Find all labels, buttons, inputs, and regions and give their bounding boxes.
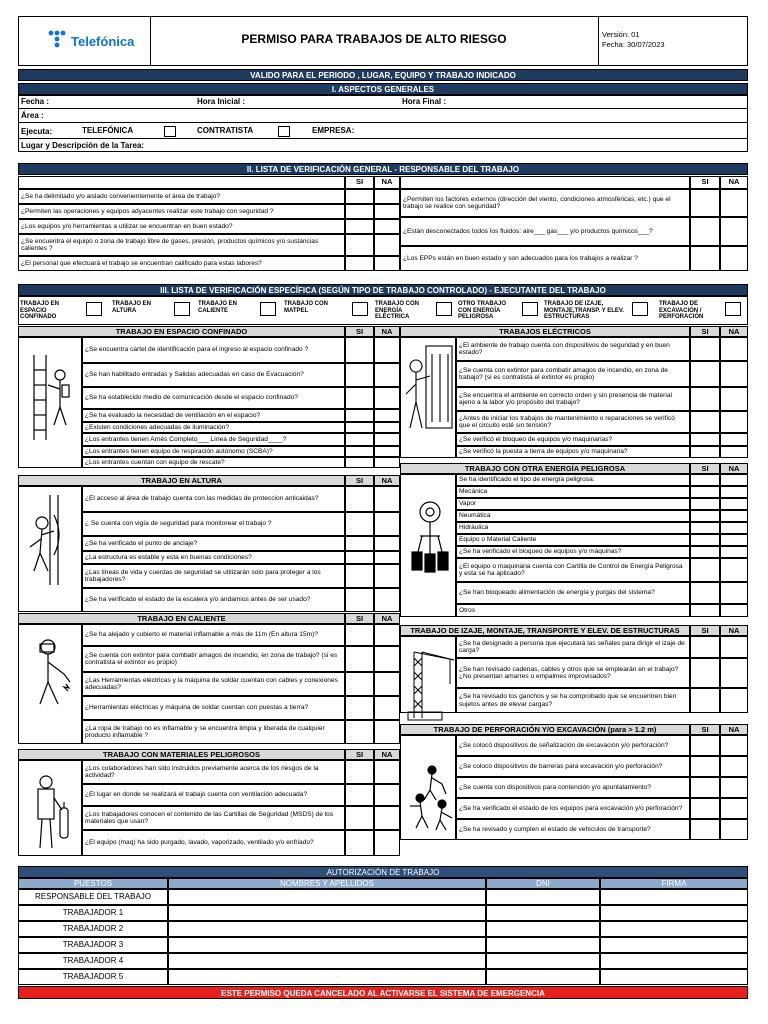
- auth-dni-field[interactable]: [486, 953, 600, 969]
- work-type-checkbox[interactable]: [725, 302, 741, 316]
- checklist-question: ¿Se ha evaluado la necesidad de ventilación en el espacio?: [82, 409, 345, 422]
- checklist-si-cell[interactable]: [345, 696, 374, 720]
- checklist-na-cell[interactable]: [720, 411, 748, 433]
- checklist-question: ¿El equipo o maquinaria cuenta con Cartilla de Control de Energía Peligrosa y esta se ha aplicado?: [456, 558, 690, 582]
- general-na-cell[interactable]: [374, 219, 400, 234]
- checklist-na-cell[interactable]: [720, 819, 748, 840]
- checklist-si-cell[interactable]: [345, 672, 374, 696]
- aspectos-line-2: [18, 122, 748, 123]
- checklist-si-cell[interactable]: [345, 363, 374, 387]
- checklist-na-cell[interactable]: [374, 486, 400, 512]
- autorizacion-title: AUTORIZACIÓN DE TRABAJO: [18, 866, 748, 878]
- checklist-na-cell[interactable]: [374, 512, 400, 536]
- work-type-label: TRABAJO EN ALTURA: [112, 301, 152, 314]
- checklist-si-cell[interactable]: [345, 784, 374, 806]
- checklist-si-cell[interactable]: [345, 551, 374, 564]
- auth-name-field[interactable]: [168, 889, 486, 905]
- lockout-tag-illustration: [406, 496, 454, 586]
- auth-puesto: RESPONSABLE DEL TRABAJO: [18, 889, 168, 905]
- checklist-na-cell[interactable]: [374, 720, 400, 744]
- general-na-cell[interactable]: [720, 189, 748, 217]
- hora-final-label: Hora Final :: [402, 97, 447, 106]
- checklist-si-cell[interactable]: [690, 636, 720, 658]
- auth-dni-field[interactable]: [486, 969, 600, 985]
- checklist-question: ¿Antes de iniciar los trabajos de mantenimiento o reparaciones se verificó que el circuito esté sin tensión?: [456, 411, 690, 433]
- checklist-si-cell[interactable]: [345, 512, 374, 536]
- checklist-question: ¿Se ha alejado y cubierto el material inflamable a más de 11m (En altura 15m)?: [82, 624, 345, 646]
- version-label: Versión: 01: [602, 30, 640, 39]
- checklist-na-cell[interactable]: [374, 457, 400, 468]
- checklist-question: ¿Se ha revisado y cumplen el estado de vehículos de transporte?: [456, 819, 690, 840]
- checklist-si-cell[interactable]: [690, 337, 720, 361]
- logo-text: Telefónica: [71, 34, 135, 49]
- checklist-na-cell[interactable]: [720, 446, 748, 458]
- section-title: TRABAJOS ELÉCTRICOS: [400, 326, 690, 337]
- general-si-cell[interactable]: [345, 189, 374, 204]
- checklist-question: ¿Se verificó el bloqueo de equipos y/o maquinarias?: [456, 433, 690, 446]
- telefonica-option-label: TELEFÓNICA: [82, 126, 134, 135]
- hazmat-worker-illustration: [28, 772, 76, 854]
- checklist-na-cell[interactable]: [720, 498, 748, 510]
- section-title: TRABAJO CON MATERIALES PELIGROSOS: [18, 749, 345, 760]
- checklist-na-cell[interactable]: [374, 551, 400, 564]
- checklist-question: ¿Los entrantes tienen equipo de respiración autónomo (SCBA)?: [82, 446, 345, 457]
- work-type-label: TRABAJO CON MATPEL: [284, 301, 329, 314]
- lugar-label: Lugar y Descripción de la Tarea:: [21, 141, 145, 150]
- checklist-question: ¿El lugar en donde se realizará el trabajo cuenta con ventilación adecuada?: [82, 784, 345, 806]
- checklist-question: ¿Se cuenta con extintor para combatir amagos de incendio, en zona de trabajo? (si es contratista el extintor es propio): [82, 646, 345, 672]
- checklist-na-cell[interactable]: [720, 337, 748, 361]
- auth-puesto: TRABAJADOR 1: [18, 905, 168, 921]
- auth-signature-field[interactable]: [600, 937, 748, 953]
- checklist-na-cell[interactable]: [374, 696, 400, 720]
- checklist-na-cell[interactable]: [374, 646, 400, 672]
- checklist-question: ¿Se ha verificado el bloqueo de equipos y/o máquinas?: [456, 546, 690, 558]
- crane-illustration: [404, 642, 456, 722]
- checklist-na-cell[interactable]: [374, 588, 400, 612]
- checklist-question: ¿ Se cuenta con vigía de seguridad para monitorear el trabajo ?: [82, 512, 345, 536]
- excavation-workers-illustration: [404, 762, 456, 832]
- checklist-na-cell[interactable]: [374, 446, 400, 457]
- section-na-header: NA: [374, 613, 400, 624]
- checklist-question: ¿Los entrantes tienen Arnés Completo___ Línea de Seguridad____?: [82, 433, 345, 446]
- general-si-cell[interactable]: [345, 204, 374, 219]
- checklist-na-cell[interactable]: [720, 558, 748, 582]
- checklist-si-cell[interactable]: [345, 720, 374, 744]
- auth-column-header: NOMBRES Y APELLIDOS: [168, 878, 486, 889]
- section-title: TRABAJO CON OTRA ENERGÍA PELIGROSA: [400, 463, 690, 474]
- section-title: TRABAJO EN ESPACIO CONFINADO: [18, 326, 345, 337]
- checklist-question: ¿El acceso al área de trabajo cuenta con las medidas de proteccion anticaidas?: [82, 486, 345, 512]
- checklist-si-cell[interactable]: [345, 588, 374, 612]
- general-na-header-left: NA: [374, 176, 400, 189]
- checklist-na-cell[interactable]: [720, 546, 748, 558]
- confined-space-worker-illustration: [26, 345, 76, 445]
- checklist-na-cell[interactable]: [720, 798, 748, 819]
- telefonica-checkbox[interactable]: [164, 126, 176, 137]
- auth-name-field[interactable]: [168, 953, 486, 969]
- height-worker-illustration: [24, 495, 76, 585]
- section-title: TRABAJO DE PERFORACIÓN Y/O EXCAVACIÓN (para > 1.2 m): [400, 724, 690, 735]
- section-si-header: SI: [690, 625, 720, 636]
- checklist-si-cell[interactable]: [345, 387, 374, 409]
- checklist-si-cell[interactable]: [345, 830, 374, 856]
- auth-name-field[interactable]: [168, 905, 486, 921]
- checklist-si-cell[interactable]: [690, 688, 720, 713]
- checklist-si-cell[interactable]: [690, 558, 720, 582]
- section-si-header: SI: [345, 749, 374, 760]
- general-na-cell[interactable]: [374, 234, 400, 256]
- section-na-header: NA: [720, 463, 748, 474]
- checklist-si-cell[interactable]: [690, 546, 720, 558]
- checklist-question: ¿Se ha verificado el estado de los equipos para excavación y/o perforación?: [456, 798, 690, 819]
- general-si-cell[interactable]: [345, 219, 374, 234]
- section-si-header: SI: [690, 463, 720, 474]
- checklist-si-cell[interactable]: [345, 457, 374, 468]
- work-type-checkbox[interactable]: [86, 302, 102, 316]
- checklist-si-cell[interactable]: [345, 624, 374, 646]
- empresa-label: EMPRESA:: [312, 126, 355, 135]
- especifica-title: III. LISTA DE VERIFICACIÓN ESPECÍFICA (SEGÚN TIPO DE TRABAJO CONTROLADO) - EJECUTANTE DEL TRABAJO: [18, 284, 748, 296]
- checklist-na-cell[interactable]: [720, 777, 748, 798]
- checklist-si-cell[interactable]: [690, 474, 720, 486]
- auth-dni-field[interactable]: [486, 905, 600, 921]
- checklist-question: ¿Se colocó dispositivos de señalización de excavación y/o perforación?: [456, 735, 690, 756]
- checklist-na-cell[interactable]: [720, 582, 748, 604]
- hora-inicial-label: Hora Inicial :: [197, 97, 246, 106]
- section-si-header: SI: [690, 326, 720, 337]
- general-si-cell[interactable]: [690, 246, 720, 271]
- auth-signature-field[interactable]: [600, 953, 748, 969]
- checklist-na-cell[interactable]: [374, 363, 400, 387]
- checklist-si-cell[interactable]: [690, 756, 720, 777]
- checklist-si-cell[interactable]: [690, 446, 720, 458]
- general-header-right-blank: [400, 176, 690, 189]
- checklist-question: ¿Se han revisado cadenas, cables y otros que se emplearán en el trabajo? ¿No presentan amarres o empalmes improvisados?: [456, 658, 690, 688]
- checklist-si-cell[interactable]: [345, 564, 374, 588]
- work-type-label: TRABAJO CON ENERGÍA ELÉCTRICA: [375, 301, 420, 320]
- checklist-si-cell[interactable]: [690, 387, 720, 411]
- valido-banner: VALIDO PARA EL PERIODO , LUGAR, EQUIPO Y TRABAJO INDICADO: [18, 69, 748, 81]
- checklist-na-cell[interactable]: [720, 361, 748, 387]
- section-na-header: NA: [720, 326, 748, 337]
- checklist-question: ¿Se cuenta con extintor para combatir amagos de incendio, en zona de trabajo? (si es contratista el extintor es propio): [456, 361, 690, 387]
- work-type-checkbox[interactable]: [352, 302, 368, 316]
- auth-puesto: TRABAJADOR 3: [18, 937, 168, 953]
- aspectos-title: I. ASPECTOS GENERALES: [18, 83, 748, 95]
- checklist-question: ¿Los entrantes cuentan con equipo de rescate?: [82, 457, 345, 468]
- checklist-question: ¿Se ha verificado el punto de anclaje?: [82, 536, 345, 551]
- checklist-na-cell[interactable]: [720, 735, 748, 756]
- general-title: II. LISTA DE VERIFICACIÓN GENERAL - RESPONSABLE DEL TRABAJO: [18, 163, 748, 175]
- checklist-na-cell[interactable]: [720, 756, 748, 777]
- checklist-si-cell[interactable]: [690, 604, 720, 617]
- work-type-label: TRABAJO EN ESPACIO CONFINADO: [20, 301, 60, 320]
- work-type-label: TRABAJO DE EXCAVACIÓN / PERFORACIÓN: [659, 301, 704, 320]
- general-question: ¿Están desconectados todos los fluidos: aire___ gas___ y/o productos químicos___?: [400, 217, 690, 246]
- ejecuta-label: Ejecuta:: [21, 127, 53, 136]
- checklist-question: Vapor: [456, 498, 690, 510]
- checklist-question: ¿Se ha establecido medio de comunicación desde el espacio confinado?: [82, 387, 345, 409]
- checklist-si-cell[interactable]: [345, 806, 374, 830]
- checklist-si-cell[interactable]: [690, 798, 720, 819]
- checklist-si-cell[interactable]: [690, 498, 720, 510]
- checklist-si-cell[interactable]: [345, 486, 374, 512]
- checklist-question: ¿Las líneas de vida y cuerdas de seguridad se utilizarán solo para proteger a los trabajadores?: [82, 564, 345, 588]
- checklist-na-cell[interactable]: [720, 658, 748, 688]
- checklist-question: Mecánica: [456, 486, 690, 498]
- checklist-na-cell[interactable]: [374, 564, 400, 588]
- general-question: ¿Se encuentra el equipo o zona de trabajo libre de gases, presión, productos químicos y/o sustancias calientes ?: [18, 234, 345, 256]
- general-question: ¿El personal que efectuará el trabajo se encuentran calificado para estas labores?: [18, 256, 345, 271]
- checklist-question: ¿Se han habilitado entradas y Salidas adecuadas en caso de Evacuación?: [82, 363, 345, 387]
- checklist-si-cell[interactable]: [690, 819, 720, 840]
- checklist-si-cell[interactable]: [690, 534, 720, 546]
- checklist-na-cell[interactable]: [720, 433, 748, 446]
- section-title: TRABAJO EN CALIENTE: [18, 613, 345, 624]
- auth-dni-field[interactable]: [486, 889, 600, 905]
- checklist-si-cell[interactable]: [690, 510, 720, 522]
- checklist-question: ¿Se ha verificado el estado de la escalera y/o andamios antes de ser usado?: [82, 588, 345, 612]
- general-si-cell[interactable]: [345, 256, 374, 271]
- general-si-cell[interactable]: [690, 189, 720, 217]
- welder-illustration: [26, 632, 76, 712]
- checklist-na-cell[interactable]: [374, 806, 400, 830]
- checklist-question: ¿Los colaboradores han sido instruidos previamente acerca de los riesgos de la actividad?: [82, 760, 345, 784]
- checklist-na-cell[interactable]: [374, 422, 400, 433]
- telefonica-logo-icon: [48, 30, 70, 50]
- checklist-si-cell[interactable]: [345, 646, 374, 672]
- checklist-question: ¿El ambiente de trabajo cuenta con dispositivos de seguridad y en buen estado?: [456, 337, 690, 361]
- checklist-question: Se ha identificado el tipo de energía peligrosa:: [456, 474, 690, 486]
- auth-column-header: FIRMA: [600, 878, 748, 889]
- auth-signature-field[interactable]: [600, 889, 748, 905]
- section-na-header: NA: [720, 625, 748, 636]
- checklist-na-cell[interactable]: [720, 604, 748, 617]
- general-question: ¿Los EPPs están en buen estado y son adecuados para los trabajos a realizar ?: [400, 246, 690, 271]
- checklist-na-cell[interactable]: [374, 409, 400, 422]
- checklist-na-cell[interactable]: [720, 486, 748, 498]
- general-na-cell[interactable]: [374, 204, 400, 219]
- section-title: TRABAJO EN ALTURA: [18, 475, 345, 486]
- auth-signature-field[interactable]: [600, 969, 748, 985]
- auth-name-field[interactable]: [168, 921, 486, 937]
- checklist-na-cell[interactable]: [374, 760, 400, 784]
- section-na-header: NA: [374, 475, 400, 486]
- checklist-question: ¿La ropa de trabajo no es inflamable y se encuentra limpia y liberada de cualquier producto inflamable ?: [82, 720, 345, 744]
- auth-signature-field[interactable]: [600, 921, 748, 937]
- general-na-cell[interactable]: [720, 217, 748, 246]
- checklist-question: ¿Se han bloqueado alimentación de energía y purgas del sistema?: [456, 582, 690, 604]
- checklist-question: Neumática: [456, 510, 690, 522]
- work-type-checkbox[interactable]: [522, 302, 538, 316]
- checklist-na-cell[interactable]: [720, 688, 748, 713]
- checklist-si-cell[interactable]: [345, 409, 374, 422]
- auth-puesto: TRABAJADOR 4: [18, 953, 168, 969]
- aspectos-line-1: [18, 108, 748, 109]
- section-na-header: NA: [374, 326, 400, 337]
- page-title: PERMISO PARA TRABAJOS DE ALTO RIESGO: [241, 32, 507, 46]
- checklist-na-cell[interactable]: [374, 784, 400, 806]
- general-na-cell[interactable]: [374, 189, 400, 204]
- checklist-na-cell[interactable]: [720, 474, 748, 486]
- checklist-si-cell[interactable]: [690, 411, 720, 433]
- checklist-si-cell[interactable]: [345, 433, 374, 446]
- general-question: ¿Permiten las operaciones y equipos adyacentes realizar este trabajo con seguridad ?: [18, 204, 345, 219]
- section-na-header: NA: [374, 749, 400, 760]
- section-si-header: SI: [345, 326, 374, 337]
- auth-column-header: DNI: [486, 878, 600, 889]
- checklist-na-cell[interactable]: [374, 536, 400, 551]
- section-si-header: SI: [690, 724, 720, 735]
- general-na-cell[interactable]: [374, 256, 400, 271]
- checklist-na-cell[interactable]: [720, 522, 748, 534]
- electrician-illustration: [404, 344, 454, 434]
- checklist-si-cell[interactable]: [690, 582, 720, 604]
- checklist-question: ¿Los trabajadores conocen el contenido de las Cartillas de Seguridad (MSDS) de los materiales que usan?: [82, 806, 345, 830]
- checklist-question: ¿Se encuentra cartel de identificación para el ingreso al espacio confinado ?: [82, 337, 345, 363]
- checklist-na-cell[interactable]: [720, 510, 748, 522]
- checklist-question: ¿La estructura es estable y esta en buenas condiciones?: [82, 551, 345, 564]
- auth-puesto: TRABAJADOR 2: [18, 921, 168, 937]
- checklist-question: Equipo o Material Caliente: [456, 534, 690, 546]
- checklist-na-cell[interactable]: [720, 636, 748, 658]
- checklist-na-cell[interactable]: [374, 624, 400, 646]
- general-header-left-blank: [18, 176, 345, 189]
- work-type-checkbox[interactable]: [174, 302, 190, 316]
- date-label: Fecha: 30/07/2023: [602, 40, 665, 49]
- checklist-si-cell[interactable]: [690, 522, 720, 534]
- auth-dni-field[interactable]: [486, 921, 600, 937]
- section-title: TRABAJO DE IZAJE, MONTAJE, TRANSPORTE Y ELEV. DE ESTRUCTURAS: [400, 625, 690, 636]
- auth-column-header: PUESTOS: [18, 878, 168, 889]
- checklist-question: ¿Se cuenta con dispositivos para contención y/o apuntalamiento?: [456, 777, 690, 798]
- checklist-si-cell[interactable]: [690, 777, 720, 798]
- checklist-si-cell[interactable]: [690, 658, 720, 688]
- section-na-header: NA: [720, 724, 748, 735]
- checklist-na-cell[interactable]: [720, 387, 748, 411]
- work-type-label: OTRO TRABAJO CON ENERGÍA PELIGROSA: [458, 301, 506, 320]
- general-na-header-right: NA: [720, 176, 748, 189]
- auth-puesto: TRABAJADOR 5: [18, 969, 168, 985]
- checklist-question: ¿Herramientas eléctricas y máquina de soldar cuentan con puestas a tierra?: [82, 696, 345, 720]
- checklist-question: ¿Se ha designado a persona que ejecutará las señales para dirigir el izaje de carga?: [456, 636, 690, 658]
- auth-signature-field[interactable]: [600, 905, 748, 921]
- checklist-na-cell[interactable]: [374, 337, 400, 363]
- checklist-question: ¿Existen condiciones adecuadas de iluminación?: [82, 422, 345, 433]
- section-si-header: SI: [345, 613, 374, 624]
- checklist-question: ¿Se encuentra el ambiente en correcto orden y sin presencia de material ajeno a la labor y/o propósito del trabajo?: [456, 387, 690, 411]
- checklist-na-cell[interactable]: [374, 433, 400, 446]
- general-question: ¿Se ha delimitado y/o aislado convenientemente el área de trabajo?: [18, 189, 345, 204]
- emergency-footer: ESTE PERMISO QUEDA CANCELADO AL ACTIVARSE EL SISTEMA DE EMERGENCIA: [18, 986, 748, 999]
- work-type-checkbox[interactable]: [260, 302, 276, 316]
- contratista-checkbox[interactable]: [278, 126, 290, 137]
- checklist-question: ¿Las Herramientas eléctricas y la máquina de soldar cuentan con cables y conexiones adecuadas?: [82, 672, 345, 696]
- checklist-si-cell[interactable]: [345, 446, 374, 457]
- checklist-question: ¿Se colocó dispositivos de barreras para excavación y/o perforación?: [456, 756, 690, 777]
- checklist-question: ¿Se verificó la puesta a tierra de equipos y/o maquinaria?: [456, 446, 690, 458]
- aspectos-line-3: [18, 138, 748, 139]
- checklist-si-cell[interactable]: [345, 337, 374, 363]
- checklist-si-cell[interactable]: [345, 760, 374, 784]
- work-type-checkbox[interactable]: [436, 302, 452, 316]
- fecha-label: Fecha :: [21, 97, 50, 106]
- checklist-si-cell[interactable]: [690, 361, 720, 387]
- general-na-cell[interactable]: [720, 246, 748, 271]
- checklist-question: Hidráulica: [456, 522, 690, 534]
- checklist-na-cell[interactable]: [374, 830, 400, 856]
- checklist-si-cell[interactable]: [690, 735, 720, 756]
- checklist-na-cell[interactable]: [374, 387, 400, 409]
- checklist-si-cell[interactable]: [345, 422, 374, 433]
- auth-name-field[interactable]: [168, 937, 486, 953]
- work-type-label: TRABAJO EN CALIENTE: [198, 301, 238, 314]
- general-question: ¿Permiten los factores externos (dirección del viento, condiciones atmosféricas, etc.) que el trabajo se realice con seguridad?: [400, 189, 690, 217]
- checklist-si-cell[interactable]: [690, 486, 720, 498]
- header-version-divider: [598, 16, 599, 66]
- work-type-label: TRABAJO DE IZAJE, MONTAJE,TRANSP. Y ELEV. ESTRUCTURAS: [544, 301, 625, 320]
- general-si-cell[interactable]: [690, 217, 720, 246]
- checklist-question: ¿El equipo (maq) ha sido purgado, lavado, vaporizado, ventilado y/o enfriado?: [82, 830, 345, 856]
- checklist-question: Otros: [456, 604, 690, 617]
- checklist-na-cell[interactable]: [720, 534, 748, 546]
- section-si-header: SI: [345, 475, 374, 486]
- checklist-si-cell[interactable]: [345, 536, 374, 551]
- general-si-cell[interactable]: [345, 234, 374, 256]
- general-si-header-right: SI: [690, 176, 720, 189]
- checklist-si-cell[interactable]: [690, 433, 720, 446]
- work-type-checkbox[interactable]: [632, 302, 648, 316]
- checklist-question: ¿Se ha revisado los ganchos y se ha comprobado que se encuentren bien sujetos antes de elevar cargas?: [456, 688, 690, 713]
- auth-dni-field[interactable]: [486, 937, 600, 953]
- auth-name-field[interactable]: [168, 969, 486, 985]
- area-label: Área :: [21, 111, 44, 120]
- general-si-header-left: SI: [345, 176, 374, 189]
- general-question: ¿Los equipos y/o herramientas a utilizar se encuentran en buen estado?: [18, 219, 345, 234]
- checklist-na-cell[interactable]: [374, 672, 400, 696]
- contratista-option-label: CONTRATISTA: [197, 126, 254, 135]
